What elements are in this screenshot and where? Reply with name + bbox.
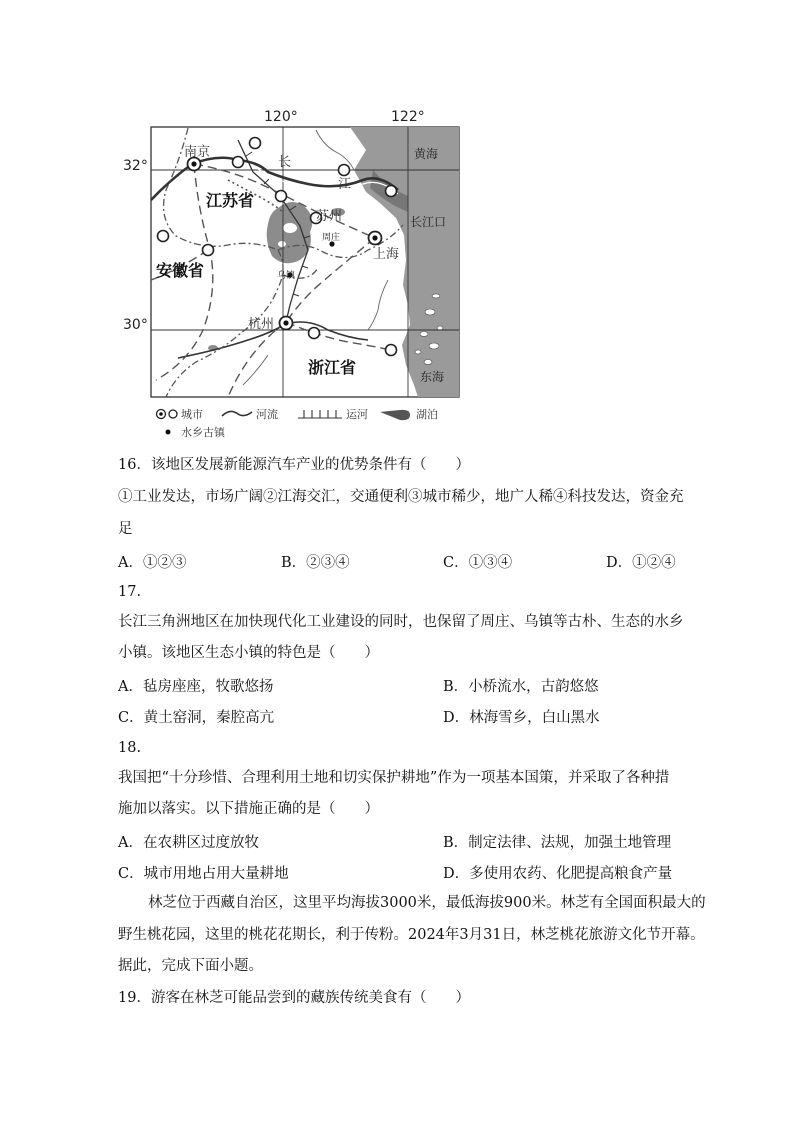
- q17-number: 17.: [118, 584, 142, 600]
- q16-items-line1: ①工业发达，市场广阔②江海交汇，交通便利③城市稀少，地广人稀④科技发达，资金充: [118, 489, 684, 505]
- city-ningbo: [386, 345, 397, 356]
- passage-line1: 林芝位于西藏自治区，这里平均海拔3000米，最低海拔900米。林芝有全国面积最大的: [148, 895, 706, 911]
- q17-line2: 小镇。该地区生态小镇的特色是（ ）: [118, 645, 379, 661]
- q18-option-c[interactable]: C．城市用地占用大量耕地: [118, 866, 289, 882]
- city-anhui-1: [158, 231, 169, 242]
- city-anhui-2: [203, 245, 214, 256]
- label-chang: 长: [278, 155, 292, 170]
- q18-option-a[interactable]: A．在农耕区过度放牧: [118, 835, 259, 851]
- city-changzhou: [276, 191, 287, 202]
- label-suzhou: 苏州: [316, 209, 343, 224]
- q19-stem: 19．游客在林芝可能品尝到的藏族传统美食有（ ）: [118, 990, 470, 1006]
- label-anhui: 安徽省: [156, 261, 205, 280]
- city-zhenjiang: [233, 157, 244, 168]
- legend-river: 河流: [256, 408, 278, 421]
- label-zhouzhuang: 周庄: [322, 233, 341, 243]
- q17-option-d[interactable]: D．林海雪乡，白山黑水: [443, 710, 600, 726]
- label-wuzhen: 乌镇: [277, 271, 296, 281]
- label-donghai: 东海: [420, 370, 445, 384]
- q18-line1: 我国把“十分珍惜、合理利用土地和切实保护耕地”作为一项基本国策，并采取了各种措: [118, 770, 670, 786]
- q16-items-line2: 足: [118, 521, 133, 537]
- label-changjiangkou: 长江口: [410, 215, 447, 229]
- q17-option-b[interactable]: B．小桥流水，古韵悠悠: [443, 679, 599, 695]
- q16-stem: 16．该地区发展新能源汽车产业的优势条件有（ ）: [118, 457, 470, 473]
- lon-label-120: 120°: [264, 109, 298, 125]
- label-hangzhou: 杭州: [248, 317, 275, 332]
- q17-option-c[interactable]: C．黄土窑洞，秦腔高亢: [118, 710, 275, 726]
- q16-option-b[interactable]: B．②③④: [281, 555, 350, 571]
- q17-line1: 长江三角洲地区在加快现代化工业建设的同时，也保留了周庄、乌镇等古朴、生态的水乡: [118, 614, 684, 630]
- legend-city: 城市: [181, 408, 203, 421]
- label-jiang: 江: [338, 177, 352, 192]
- q16-option-c[interactable]: C．①③④: [443, 555, 513, 571]
- q18-number: 18.: [118, 740, 142, 756]
- q17-option-a[interactable]: A．毡房座座，牧歌悠扬: [118, 679, 274, 695]
- q16-option-d[interactable]: D．①②④: [606, 555, 676, 571]
- label-jiangsu: 江苏省: [206, 191, 255, 210]
- q18-option-b[interactable]: B．制定法律、法规，加强土地管理: [443, 835, 672, 851]
- q18-option-d[interactable]: D．多使用农药、化肥提高粮食产量: [443, 866, 673, 882]
- legend-lake: 湖泊: [416, 408, 438, 421]
- label-nanjing: 南京: [184, 145, 211, 160]
- legend-town: 水乡古镇: [181, 426, 225, 439]
- city-nantong: [339, 165, 350, 176]
- legend-canal: 运河: [346, 408, 368, 421]
- q16-option-a[interactable]: A．①②③: [118, 555, 187, 571]
- passage-line3: 据此，完成下面小题。: [118, 958, 263, 974]
- lon-label-122: 122°: [391, 109, 425, 125]
- label-shanghai: 上海: [373, 247, 400, 262]
- city-east: [386, 186, 397, 197]
- map-legend: [157, 407, 439, 439]
- city-shaoxing: [309, 328, 320, 339]
- yangtze-delta-map: [118, 100, 478, 442]
- passage-line2: 野生桃花园，这里的桃花花期长，利于传粉。2024年3月31日，林芝桃花旅游文化节开幕。: [118, 927, 705, 943]
- label-huanghai: 黄海: [414, 147, 439, 161]
- city-north: [250, 138, 261, 149]
- lat-label-32: 32°: [123, 158, 148, 174]
- lat-label-30: 30°: [123, 317, 148, 333]
- label-zhejiang: 浙江省: [308, 358, 357, 377]
- q18-line2: 施加以落实。以下措施正确的是（ ）: [118, 801, 379, 817]
